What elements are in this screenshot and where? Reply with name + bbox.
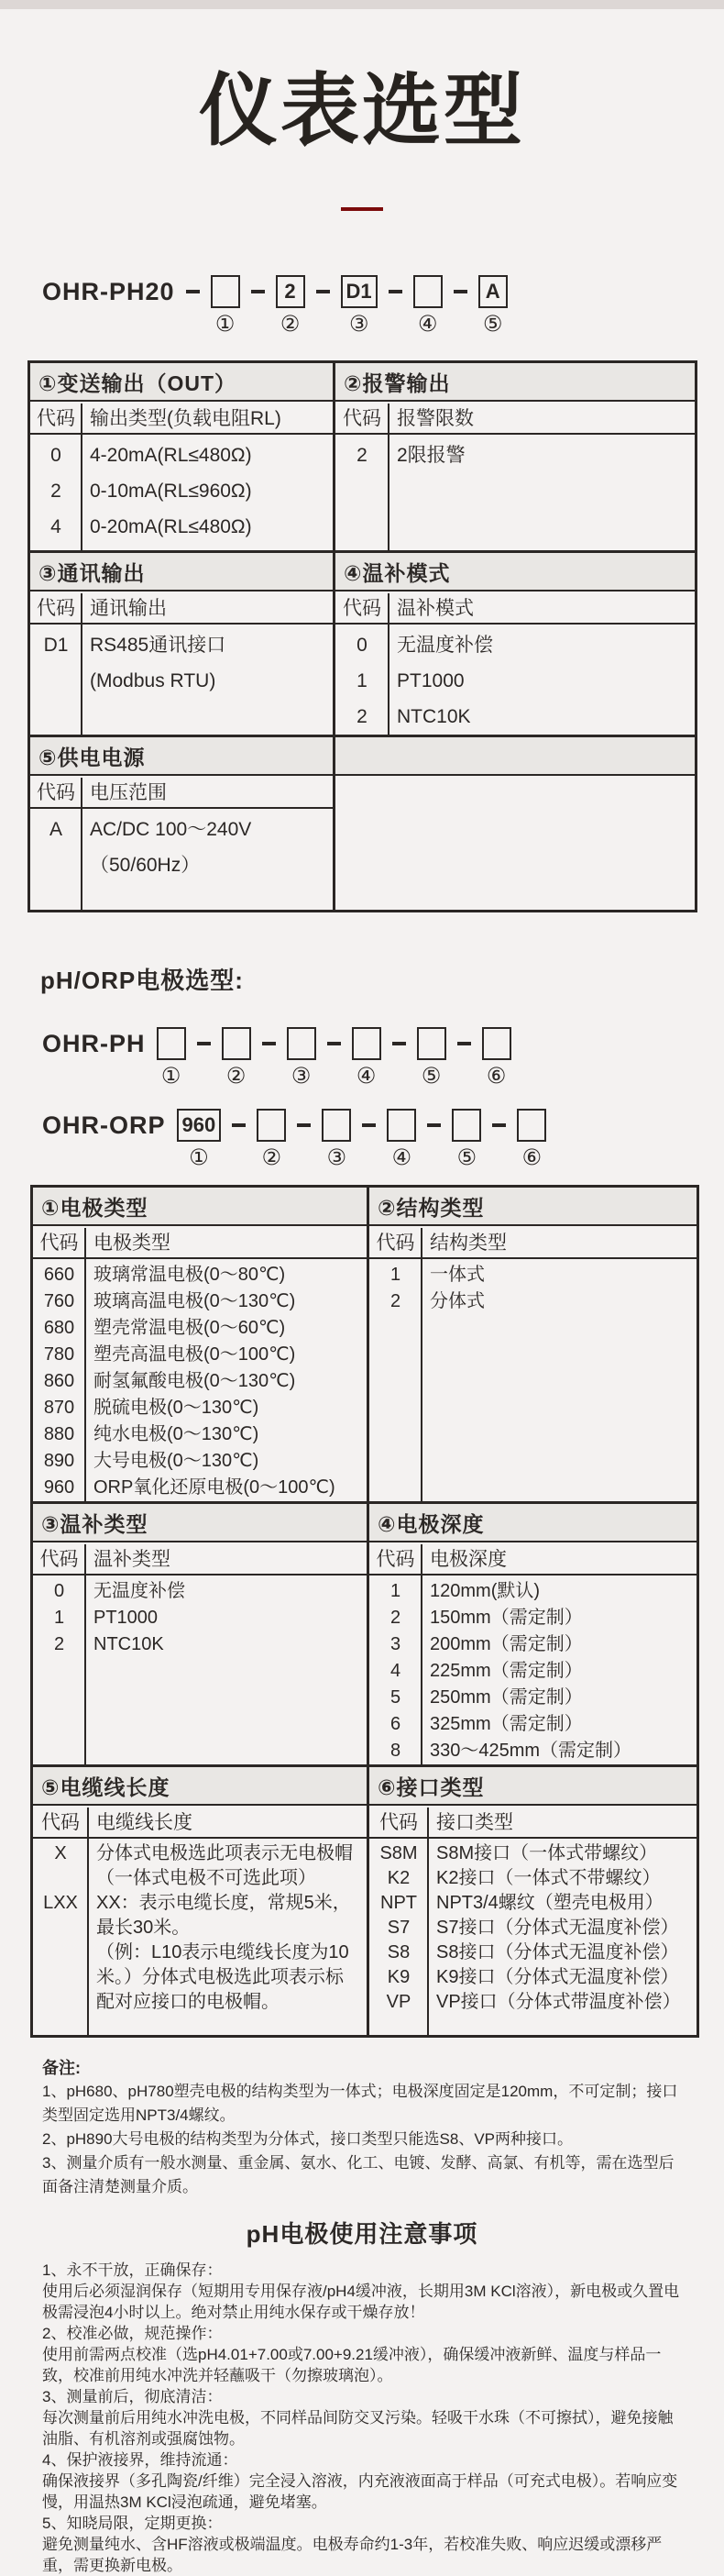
table2-section-2 xyxy=(33,1501,697,1764)
option-code: 890 xyxy=(43,1451,75,1471)
model-code-box-empty xyxy=(157,1027,186,1060)
option-description: 0-20mA(RL≤480Ω) xyxy=(90,516,252,537)
option-rows xyxy=(369,1575,697,1764)
model-code-slot xyxy=(517,1109,546,1170)
model-code-slot xyxy=(478,275,508,337)
option-code: K2 xyxy=(387,1868,411,1888)
remarks-label: 备注: xyxy=(42,2059,81,2077)
table-row xyxy=(30,473,333,509)
model-code-box-filled: D1 xyxy=(341,275,378,308)
option-code: 5 xyxy=(389,1687,401,1708)
option-description: ORP氧化还原电极(0～100℃) xyxy=(93,1477,335,1498)
table-row xyxy=(369,1965,697,1990)
option-description: PT1000 xyxy=(397,670,465,691)
column-labels xyxy=(369,1226,697,1259)
table-row xyxy=(30,627,333,699)
section-electrode-type xyxy=(33,1188,367,1501)
option-code: 1 xyxy=(389,1265,401,1285)
option-code: D1 xyxy=(43,635,69,656)
option-description: 225mm（需定制） xyxy=(430,1661,583,1681)
option-description: 玻璃高温电极(0～130℃) xyxy=(93,1291,296,1311)
section-electrode-depth xyxy=(367,1504,697,1764)
column-labels xyxy=(335,591,695,625)
option-code: 2 xyxy=(357,706,367,727)
position-number: ④ xyxy=(356,1064,377,1089)
table-row xyxy=(369,1262,697,1288)
model-code-slot xyxy=(276,275,305,337)
option-code: 2 xyxy=(389,1608,401,1628)
desc-column-label: 电缆线长度 xyxy=(96,1812,192,1833)
dash-separator xyxy=(389,290,402,293)
table-row xyxy=(33,1448,367,1475)
table-row xyxy=(369,1288,697,1315)
position-number: ① xyxy=(160,1064,181,1089)
option-code: 660 xyxy=(43,1265,75,1285)
empty-cell xyxy=(335,776,695,910)
model-code-slot xyxy=(177,1109,222,1170)
option-description: 分体式电极选此项表示无电极帽 （一体式电极不可选此项） xyxy=(96,1843,353,1888)
option-code: 960 xyxy=(43,1477,75,1498)
column-labels xyxy=(369,1806,697,1839)
code-column-label: 代码 xyxy=(39,1549,79,1570)
model-code-slot xyxy=(352,1027,381,1089)
dash-separator xyxy=(197,1042,211,1045)
table-row xyxy=(369,1685,697,1711)
option-rows xyxy=(33,1839,367,2035)
section-empty xyxy=(333,737,695,910)
option-description: 200mm（需定制） xyxy=(430,1634,583,1654)
model-code-slot xyxy=(211,275,240,337)
section-cable-length xyxy=(33,1767,367,2035)
notice-item xyxy=(42,2260,687,2323)
table-row xyxy=(369,1605,697,1631)
section-temp-comp-type xyxy=(33,1504,367,1764)
notice-item-body: 避免测量纯水、含HF溶液或极端温度。电极寿命约1-3年，若校准失败、响应迟缓或漂移严重，需更换新电极。 xyxy=(42,2536,663,2574)
option-description: K2接口（一体式不带螺纹） xyxy=(436,1868,661,1888)
table-row xyxy=(369,1658,697,1685)
table-row xyxy=(369,1578,697,1605)
table-row xyxy=(369,1891,697,1916)
option-code: 760 xyxy=(43,1291,75,1311)
desc-column-label: 结构类型 xyxy=(430,1233,507,1254)
table-row xyxy=(369,1916,697,1940)
option-description: 150mm（需定制） xyxy=(430,1608,583,1628)
transmitter-selection-table xyxy=(27,360,697,912)
option-code: 880 xyxy=(43,1424,75,1444)
table-row xyxy=(33,1841,367,1891)
table-row xyxy=(369,1711,697,1738)
option-description: K9接口（分体式无温度补偿） xyxy=(436,1967,679,1987)
model-code-slot xyxy=(482,1027,511,1089)
dash-separator xyxy=(232,1123,246,1127)
option-rows xyxy=(30,625,333,735)
option-code: 1 xyxy=(389,1581,401,1601)
option-description: PT1000 xyxy=(93,1608,159,1628)
desc-column-label: 输出类型(负载电阻RL) xyxy=(90,408,281,429)
option-description: 一体式 xyxy=(430,1265,485,1285)
dash-separator xyxy=(186,290,200,293)
option-code: 1 xyxy=(53,1608,65,1628)
code-column-label: 代码 xyxy=(376,1549,415,1570)
dash-separator xyxy=(251,290,265,293)
notice-item-body: 使用后必须湿润保存（短期用专用保存液/pH4缓冲液，长期用3M KCl溶液），新电极或久置电极需浸泡4小时以上。绝对禁止用纯水保存或干燥存放！ xyxy=(42,2283,680,2321)
section-alarm-output xyxy=(333,363,695,550)
dash-separator xyxy=(457,1042,471,1045)
model-code-box-empty xyxy=(211,275,240,308)
option-rows xyxy=(369,1259,697,1501)
position-number: ⑤ xyxy=(421,1064,442,1089)
option-code: S8M xyxy=(379,1843,418,1863)
remark-item: 3、测量介质有一般水测量、重金属、氨水、化工、电镀、发酵、高氯、有机等，需在选型后面备注清楚测量介质。 xyxy=(42,2154,675,2195)
code-column-label: 代码 xyxy=(343,598,381,619)
table-row xyxy=(33,1475,367,1501)
model-code-slot xyxy=(417,1027,446,1089)
model-code-box-empty xyxy=(413,275,443,308)
section-title: ⑤供电电源 xyxy=(30,737,333,776)
model-code-slot xyxy=(413,275,443,337)
model-prefix: OHR-PH20 xyxy=(42,278,175,305)
option-code: 0 xyxy=(357,635,367,656)
option-rows xyxy=(33,1575,367,1764)
dash-separator xyxy=(427,1123,441,1127)
option-code: 2 xyxy=(50,481,61,502)
option-description: NTC10K xyxy=(93,1634,164,1654)
option-code: 4 xyxy=(389,1661,401,1681)
code-column-label: 代码 xyxy=(379,1812,418,1833)
option-code: X xyxy=(54,1843,67,1863)
option-code: 1 xyxy=(357,670,367,691)
table-row xyxy=(33,1342,367,1368)
option-code: 780 xyxy=(43,1344,75,1365)
option-code: 6 xyxy=(389,1714,401,1734)
notice-item-head: 2、校准必做，规范操作： xyxy=(42,2325,223,2342)
section-temp-comp-mode xyxy=(333,553,695,735)
desc-column-label: 电极深度 xyxy=(430,1549,507,1570)
model-prefix: OHR-PH xyxy=(42,1030,146,1057)
section-title: ②报警输出 xyxy=(335,363,695,402)
option-code: 4 xyxy=(50,516,61,537)
section-comm-output xyxy=(30,553,333,735)
notice-item xyxy=(42,2449,687,2513)
model-code-slot xyxy=(322,1109,351,1170)
table-row xyxy=(369,1866,697,1891)
option-code: 2 xyxy=(357,445,367,466)
table2-section-3 xyxy=(33,1764,697,2035)
table-row xyxy=(33,1605,367,1631)
column-labels xyxy=(33,1806,367,1839)
option-description: S8M接口（一体式带螺纹） xyxy=(436,1843,658,1863)
option-description: 无温度补偿 xyxy=(397,635,493,656)
option-description: 纯水电极(0～130℃) xyxy=(93,1424,259,1444)
table-row xyxy=(33,1262,367,1288)
section-power-supply xyxy=(30,737,333,910)
table-row xyxy=(30,437,333,473)
dash-separator xyxy=(454,290,467,293)
section-title: ①电极类型 xyxy=(33,1188,367,1226)
top-accent-strip xyxy=(0,0,724,9)
model-code-slot xyxy=(387,1109,416,1170)
table-row xyxy=(33,1288,367,1315)
dash-separator xyxy=(297,1123,311,1127)
table-row xyxy=(335,627,695,663)
option-description: 330～425mm（需定制） xyxy=(430,1741,632,1761)
usage-notice-title: pH电极使用注意事项 xyxy=(246,2220,478,2248)
option-description: 玻璃常温电极(0～80℃) xyxy=(93,1265,286,1285)
section-title: ⑤电缆线长度 xyxy=(33,1767,367,1806)
model-code-box-empty xyxy=(352,1027,381,1060)
option-description: 2限报警 xyxy=(397,445,466,466)
code-column-label: 代码 xyxy=(37,408,75,429)
table-row xyxy=(33,1891,367,2015)
table-row xyxy=(33,1631,367,1658)
model-code-box-empty xyxy=(417,1027,446,1060)
position-number: ② xyxy=(280,312,301,337)
option-description: AC/DC 100～240V （50/60Hz） xyxy=(90,819,252,876)
option-description: 耐氢氟酸电极(0～130℃) xyxy=(93,1371,296,1391)
position-number: ④ xyxy=(391,1145,411,1170)
table-row xyxy=(30,509,333,545)
table1-section-3 xyxy=(30,735,695,910)
option-description: 250mm（需定制） xyxy=(430,1687,583,1708)
table2-section-1 xyxy=(33,1188,697,1501)
model-code-slot xyxy=(341,275,378,337)
desc-column-label: 接口类型 xyxy=(436,1812,513,1833)
code-column-label: 代码 xyxy=(343,408,381,429)
remark-item: 2、pH890大号电极的结构类型为分体式，接口类型只能选S8、VP两种接口。 xyxy=(42,2130,574,2148)
desc-column-label: 温补类型 xyxy=(93,1549,170,1570)
option-rows xyxy=(369,1839,697,2035)
code-column-label: 代码 xyxy=(39,1233,79,1254)
option-code: 680 xyxy=(43,1318,75,1338)
position-number: ② xyxy=(261,1145,281,1170)
option-code: K9 xyxy=(387,1967,411,1987)
section-title: ②结构类型 xyxy=(369,1188,697,1226)
title-divider xyxy=(341,207,383,211)
column-labels xyxy=(33,1226,367,1259)
notice-item xyxy=(42,2513,687,2576)
model-code-slot xyxy=(287,1027,316,1089)
option-description: 120mm(默认) xyxy=(430,1581,541,1601)
option-rows xyxy=(335,625,695,735)
model-prefix: OHR-ORP xyxy=(42,1111,166,1139)
option-description: 0-10mA(RL≤960Ω) xyxy=(90,481,252,502)
option-code: S7 xyxy=(387,1918,411,1938)
desc-column-label: 报警限数 xyxy=(397,408,474,429)
option-description: RS485通讯接口 (Modbus RTU) xyxy=(90,635,226,691)
model-code-slot xyxy=(157,1027,186,1089)
table-row xyxy=(369,1990,697,2015)
section-title: ④温补模式 xyxy=(335,553,695,591)
section-structure-type xyxy=(367,1188,697,1501)
remark-item: 1、pH680、pH780塑壳电极的结构类型为一体式；电极深度固定是120mm，不可定制；接口类型固定选用NPT3/4螺纹。 xyxy=(42,2083,678,2124)
option-code: 3 xyxy=(389,1634,401,1654)
notice-item xyxy=(42,2323,687,2386)
model-code-box-empty xyxy=(452,1109,481,1142)
position-number: ⑤ xyxy=(482,312,503,337)
table-row xyxy=(33,1315,367,1342)
option-code: LXX xyxy=(43,1893,78,1913)
position-number: ① xyxy=(189,1145,209,1170)
model-code-box-empty xyxy=(517,1109,546,1142)
electrode-selection-heading: pH/ORP电极选型: xyxy=(40,967,244,994)
model-code-slot xyxy=(222,1027,251,1089)
section-title: ④电极深度 xyxy=(369,1504,697,1542)
column-labels xyxy=(30,776,333,809)
position-number: ⑥ xyxy=(486,1064,507,1089)
option-description: 塑壳高温电极(0～100℃) xyxy=(93,1344,296,1365)
table1-section-2 xyxy=(30,550,695,735)
option-code: 2 xyxy=(389,1291,401,1311)
option-description: 325mm（需定制） xyxy=(430,1714,583,1734)
section-title: ③温补类型 xyxy=(33,1504,367,1542)
dash-separator xyxy=(327,1042,341,1045)
option-code: NPT xyxy=(380,1893,417,1913)
option-rows xyxy=(30,435,333,550)
option-description: 塑壳常温电极(0～60℃) xyxy=(93,1318,286,1338)
option-rows xyxy=(335,435,695,550)
electrode-selection-table xyxy=(30,1185,699,2038)
table-row xyxy=(33,1421,367,1448)
position-number: ② xyxy=(225,1064,247,1089)
option-code: 0 xyxy=(53,1581,65,1601)
model-code-box-empty xyxy=(287,1027,316,1060)
column-labels xyxy=(369,1542,697,1575)
notice-item-body: 确保液接界（多孔陶瓷/纤维）完全浸入溶液，内充液液面高于样品（可充式电极）。若响应变慢，用温热3M KCl浸泡疏通，避免堵塞。 xyxy=(42,2472,678,2511)
notice-item-head: 5、知晓局限，定期更换： xyxy=(42,2515,223,2532)
desc-column-label: 通讯输出 xyxy=(90,598,167,619)
option-code: S8 xyxy=(387,1942,411,1962)
option-description: VP接口（分体式带温度补偿） xyxy=(436,1992,681,2012)
column-labels xyxy=(33,1542,367,1575)
table1-section-1 xyxy=(30,363,695,550)
model-code-box-empty xyxy=(322,1109,351,1142)
option-description: S7接口（分体式无温度补偿） xyxy=(436,1918,679,1938)
section-connector-type xyxy=(367,1767,697,2035)
model-code-ph20 xyxy=(42,275,724,337)
option-description: NTC10K xyxy=(397,706,471,727)
model-code-box-empty xyxy=(257,1109,286,1142)
position-number: ⑥ xyxy=(521,1145,542,1170)
notice-item-body: 使用前需两点校准（选pH4.01+7.00或7.00+9.21缓冲液），确保缓冲液新鲜、温度与样品一致，校准前用纯水冲洗并轻蘸吸干（勿擦玻璃泡）。 xyxy=(42,2346,662,2384)
table-row xyxy=(369,1738,697,1764)
notice-item-head: 3、测量前后，彻底清洁： xyxy=(42,2388,223,2405)
position-number: ④ xyxy=(417,312,438,337)
table-row xyxy=(335,699,695,735)
usage-notice-section xyxy=(42,2260,687,2576)
model-code-orp-electrode xyxy=(42,1109,724,1170)
option-code: 8 xyxy=(389,1741,401,1761)
position-number: ③ xyxy=(326,1145,346,1170)
option-description: NPT3/4螺纹（塑壳电极用） xyxy=(436,1893,664,1913)
dash-separator xyxy=(362,1123,376,1127)
position-number: ③ xyxy=(291,1064,312,1089)
section-title-empty xyxy=(335,737,695,776)
position-number: ⑤ xyxy=(456,1145,477,1170)
option-code: 860 xyxy=(43,1371,75,1391)
notice-item-head: 1、永不干放，正确保存： xyxy=(42,2261,223,2279)
notice-item-body: 每次测量前后用纯水冲洗电极，不同样品间防交叉污染。轻吸干水珠（不可擦拭），避免接触油脂、有机溶剂或强腐蚀物。 xyxy=(42,2409,674,2448)
table-row xyxy=(369,1940,697,1965)
table-row xyxy=(369,1841,697,1866)
code-column-label: 代码 xyxy=(37,598,75,619)
table-row xyxy=(33,1395,367,1421)
option-description: 分体式 xyxy=(430,1291,485,1311)
dash-separator xyxy=(262,1042,276,1045)
option-rows xyxy=(33,1259,367,1501)
option-code: A xyxy=(49,819,62,840)
option-description: 无温度补偿 xyxy=(93,1581,185,1601)
option-code: 0 xyxy=(50,445,61,466)
section-title: ①变送输出（OUT） xyxy=(30,363,333,402)
section-title: ③通讯输出 xyxy=(30,553,333,591)
table-row xyxy=(335,663,695,699)
option-description: 4-20mA(RL≤480Ω) xyxy=(90,445,252,466)
dash-separator xyxy=(316,290,330,293)
column-labels xyxy=(30,402,333,435)
option-description: S8接口（分体式无温度补偿） xyxy=(436,1942,679,1962)
column-labels xyxy=(335,402,695,435)
desc-column-label: 电压范围 xyxy=(90,782,167,803)
option-description: 脱硫电极(0～130℃) xyxy=(93,1398,259,1418)
code-column-label: 代码 xyxy=(376,1233,415,1254)
model-code-box-empty xyxy=(222,1027,251,1060)
option-code: 870 xyxy=(43,1398,75,1418)
dash-separator xyxy=(492,1123,506,1127)
code-column-label: 代码 xyxy=(41,1812,80,1833)
model-code-box-filled: 960 xyxy=(177,1109,222,1142)
option-rows xyxy=(30,809,333,910)
dash-separator xyxy=(392,1042,406,1045)
model-code-box-filled: A xyxy=(478,275,508,308)
notice-item-head: 4、保护液接界，维持流通： xyxy=(42,2451,238,2469)
model-code-box-empty xyxy=(387,1109,416,1142)
model-code-box-filled: 2 xyxy=(276,275,305,308)
column-labels xyxy=(30,591,333,625)
model-code-ph-electrode xyxy=(42,1027,724,1089)
page-title: 仪表选型 xyxy=(199,67,525,155)
code-column-label: 代码 xyxy=(37,782,75,803)
position-number: ① xyxy=(214,312,236,337)
section-transmit-output xyxy=(30,363,333,550)
option-description: XX：表示电缆长度，常规5米， 最长30米。 （例：L10表示电缆线长度为10 米。）分体式电极选此项表示标 配对应接口的电极帽。 xyxy=(96,1893,351,2012)
table-row xyxy=(30,812,333,883)
desc-column-label: 温补模式 xyxy=(397,598,474,619)
table-row xyxy=(33,1578,367,1605)
option-description: 大号电极(0～130℃) xyxy=(93,1451,259,1471)
model-code-slot xyxy=(257,1109,286,1170)
remarks-section xyxy=(42,2056,689,2199)
table-row xyxy=(369,1631,697,1658)
desc-column-label: 电极类型 xyxy=(93,1233,170,1254)
position-number: ③ xyxy=(348,312,369,337)
model-code-box-empty xyxy=(482,1027,511,1060)
model-code-slot xyxy=(452,1109,481,1170)
option-code: 2 xyxy=(53,1634,65,1654)
table-row xyxy=(33,1368,367,1395)
table-row xyxy=(335,437,695,473)
notice-item xyxy=(42,2386,687,2449)
section-title: ⑥接口类型 xyxy=(369,1767,697,1806)
option-code: VP xyxy=(386,1992,411,2012)
